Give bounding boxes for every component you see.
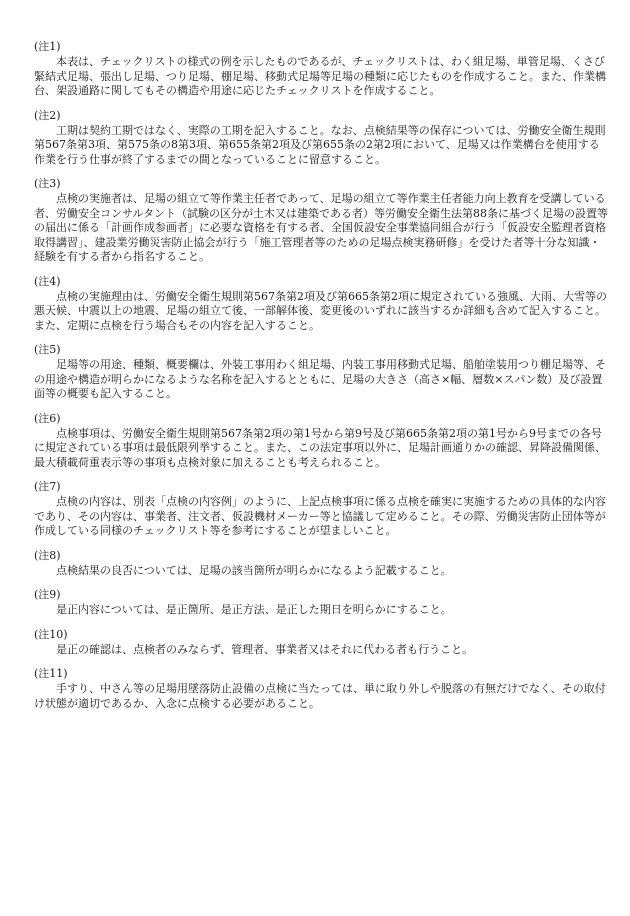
note-text: 是正の確認は、点検者のみならず、管理者、事業者又はそれに代わる者も行うこと。: [56, 642, 474, 656]
note-3: [34, 177, 608, 265]
note-7: [34, 480, 608, 539]
note-text: 工期は契約工期ではなく、実際の工期を記入すること。なお、点検結果等の保存については、労働安全衛生規則第567条第3項、第575条の8第3項、第655条第2項及び第655条の2第2項において、足場又は作業構台を使用する作業を行う仕事が終了するまでの間となっていることに留意すること。: [34, 123, 606, 166]
note-text: 本表は、チェックリストの様式の例を示したものであるが、チェックリストは、わく組足場、単管足場、くさび緊結式足場、張出し足場、つり足場、棚足場、移動式足場等足場の種類に応じたものを作成すること。また、作業構台、架設通路に関してもその構造や用途に応じたチェックリストを作成すること。: [34, 55, 606, 97]
note-text: 是正内容については、是正箇所、是正方法、是正した期日を明らかにすること。: [56, 603, 452, 616]
note-label: (注9): [34, 588, 61, 601]
note-10: [34, 628, 608, 658]
note-8: [34, 549, 608, 579]
note-label: (注11): [34, 667, 68, 680]
note-label: (注10): [34, 627, 68, 641]
note-4: [34, 275, 608, 334]
note-text: 手すり、中さん等の足場用墜落防止設備の点検に当たっては、単に取り外しや脱落の有無だけでなく、その取付け状態が適切であるか、入念に点検する必要があること。: [34, 682, 606, 710]
note-11: [34, 667, 608, 711]
note-6: [34, 412, 608, 471]
note-label: (注8): [34, 548, 61, 562]
note-text: 点検結果の良否については、足場の該当箇所が明らかになるよう記載すること。: [56, 563, 452, 577]
note-1: [34, 40, 608, 99]
notes-list: [34, 40, 608, 721]
note-text: 点検事項は、労働安全衛生規則第567条第2項の第1号から第9号及び第665条第2項の第1号から9号までの各号に規定されている事項は最低限列挙すること。また、この法定事項以外に、足場計画通りかの確認、昇降設備関係、最大積載荷重表示等の事項も点検対象に加えることも考えられること。: [34, 426, 606, 469]
note-label: (注4): [34, 274, 61, 288]
note-label: (注2): [34, 108, 61, 122]
note-label: (注6): [34, 411, 61, 425]
note-text: 点検の実施理由は、労働安全衛生規則第567条第2項及び第665条第2項に規定されている強風、大雨、大雪等の悪天候、中震以上の地震、足場の組立て後、一部解体後、変更後のいずれに該当するか詳細も含めて記入すること。また、定期に点検を行う場合もその内容を記入すること。: [34, 289, 607, 332]
note-label: (注5): [34, 343, 61, 356]
note-9: [34, 588, 608, 618]
note-text: 点検の実施者は、足場の組立て等作業主任者であって、足場の組立て等作業主任者能力向上教育を受講している者、労働安全コンサルタント（試験の区分が土木又は建築である者）等労働安全衛生法第88条に基づく足場の設置等の届出に係る「計画作成参画者」に必要な資格を有する者、全国仮設安全事業協同組合が行う「仮設安全監理者資格取得講習」、建設業労働災害防止協会が行う「施工管理者等のための足場点検実務研修」を受けた者等十分な知識・経験を有する者から指名すること。: [34, 192, 609, 263]
note-2: [34, 109, 608, 168]
note-text: 足場等の用途、種類、概要欄は、外装工事用わく組足場、内装工事用移動式足場、船舶塗装用つり棚足場等、その用途や構造が明らかになるような名称を記入するとともに、足場の大きさ（高さ×幅、層数×スパン数）及び設置面等の概要も記入すること。: [34, 358, 606, 400]
note-text: 点検の内容は、別表「点検の内容例」のように、上記点検事項に係る点検を確実に実施するための具体的な内容であり、その内容は、事業者、注文者、仮設機材メーカー等と協議して定めること。その際、労働災害防止団体等が作成している同様のチェックリスト等を参考にすることが望ましいこと。: [34, 495, 606, 537]
note-label: (注7): [34, 480, 61, 493]
note-label: (注1): [34, 40, 61, 53]
note-5: [34, 343, 608, 402]
note-label: (注3): [34, 177, 61, 190]
